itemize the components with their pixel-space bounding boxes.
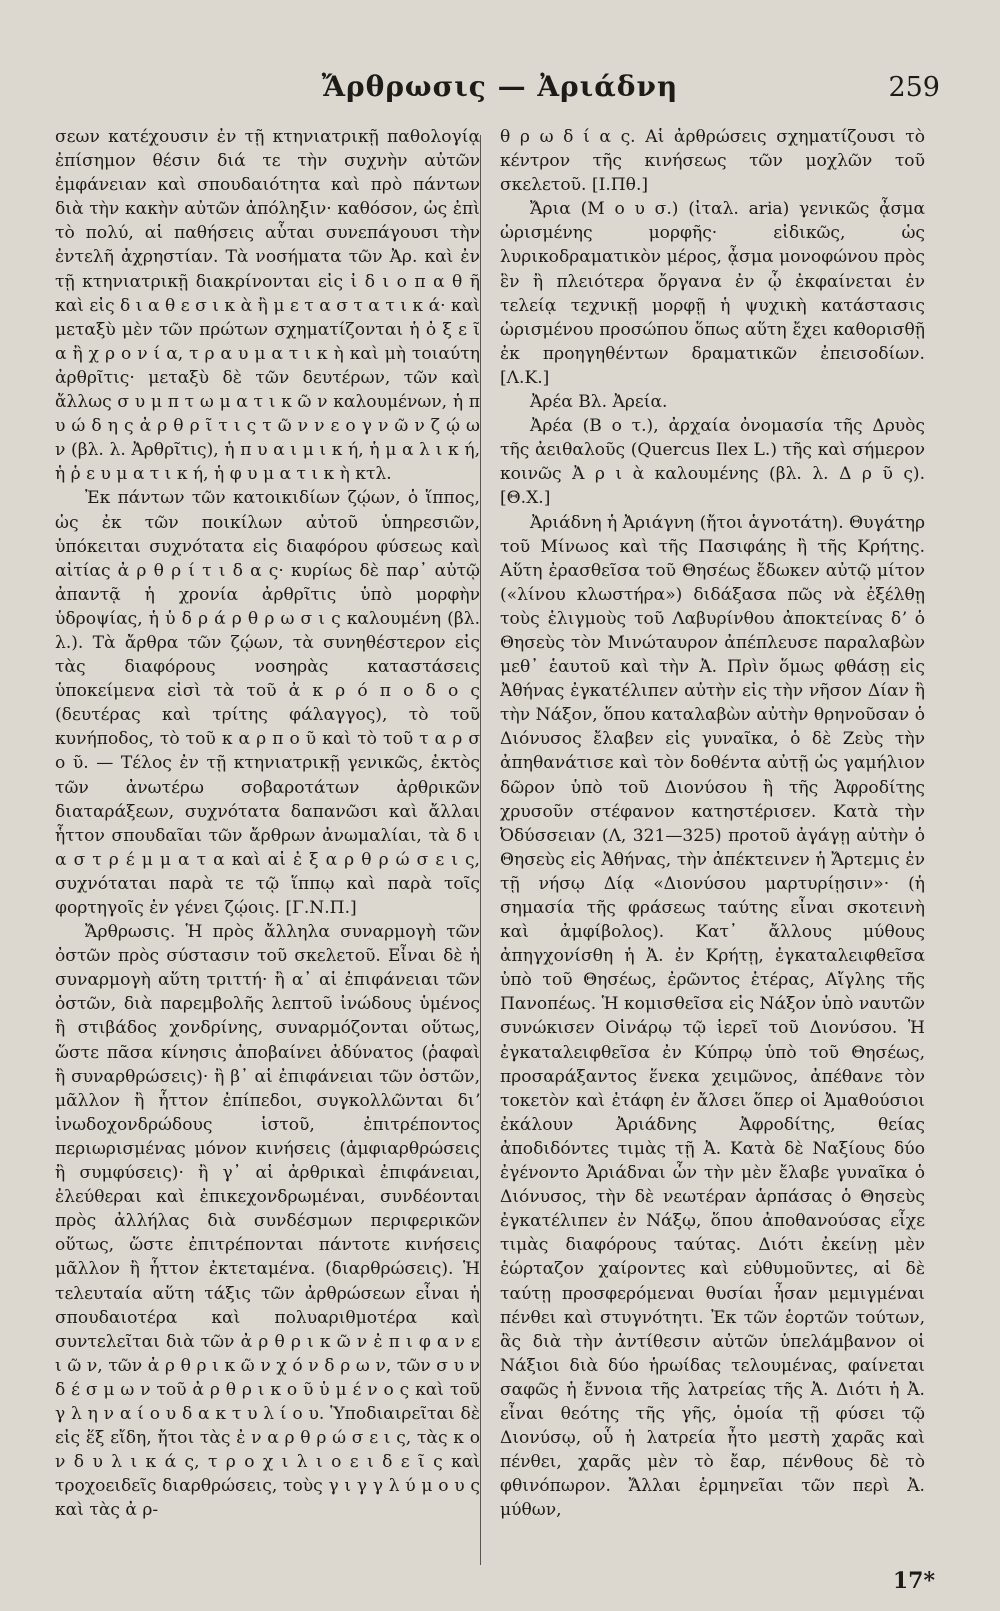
page-number: 259: [888, 72, 940, 103]
entry-area-ref: Ἀρέα Βλ. Ἀρεία.: [530, 392, 668, 413]
header-title: Ἄρθρωσις — Ἀριάδνη: [321, 70, 679, 103]
left-paragraph: σεων κατέχουσιν ἐν τῇ κτηνιατρικῇ παθολογίᾳ ἐπίσημον θέσιν διά τε τὴν συχνὴν αὐτῶν ἐμφάνειαν καὶ σπουδαιότητα καὶ πρὸ πάντων διὰ τὴν κακὴν αὐτῶν ἀπόληξιν· καθόσον, ὡς ἐπὶ τὸ πολύ, αἱ παθήσεις αὗται συνεπάγουσι τὴν ἐντελῆ ἀχρηστίαν. Τὰ νοσήματα τῶν Ἀρ. καὶ ἐν τῇ κτηνιατρικῇ διακρίνονται εἰς ἰ δ ι ο π α θ ῆ καὶ εἰς δ ι α θ ε σ ι κ ὰ ἢ μ ε τ α σ τ α τ ι κ ά· καὶ μεταξὺ μὲν τῶν πρώτων σχηματίζονται ἡ ὀ ξ ε ῖ α ἢ χ ρ ο ν ί α, τ ρ α υ μ α τ ι κ ὴ καὶ μὴ τοιαύτη ἀρθρῖτις· μεταξὺ δὲ τῶν δευτέρων, τῶν καὶ ἄλλως σ υ μ π τ ω μ α τ ι κ ῶ ν καλουμένων, ἡ π υ ώ δ η ς ἀ ρ θ ρ ῖ τ ι ς τ ῶ ν ν ε ο γ ν ῶ ν ζ ῴ ω ν (βλ. λ. Ἀρθρῖτις), ἡ π υ α ι μ ι κ ή, ἡ μ α λ ι κ ή, ἡ ῥ ε υ μ α τ ι κ ή, ἡ φ υ μ α τ ι κ ὴ κτλ.: [55, 127, 480, 485]
column-divider: [480, 135, 481, 1565]
right-column: [500, 125, 925, 1522]
entry-ariadne: Ἀριάδνη ἡ Ἀριάγνη (ἤτοι ἁγνοτάτη). Θυγάτηρ τοῦ Μίνωος καὶ τῆς Πασιφάης ἢ τῆς Κρήτης. Αὕτη ἐρασθεῖσα τοῦ Θησέως ἔδωκεν αὐτῷ μίτον («λίνου κλωστήρα») διδάξασα πῶς νὰ ἐξέλθῃ τοὺς ἑλιγμοὺς τοῦ Λαβυρίνθου ἀποκτείνας δʼ ὁ Θησεὺς τὸν Μινώταυρον ἀπέπλευσε παραλαβὼν μεθ᾽ ἑαυτοῦ καὶ τὴν Ἀ. Πρὶν ὅμως φθάσῃ εἰς Ἀθήνας ἐγκατέλιπεν αὐτὴν εἰς τὴν νῆσον Δίαν ἢ τὴν Νάξον, ὅπου καταλαβὼν αὐτὴν θρηνοῦσαν ὁ Διόνυσος ἔλαβεν εἰς γυναῖκα, ὁ δὲ Ζεὺς τὴν ἀπηθανάτισε καὶ τὸν δοθέντα αὐτῇ ὡς γαμήλιον δῶρον ὑπὸ τοῦ Διονύσου ἢ τῆς Ἀφροδίτης χρυσοῦν στέφανον κατηστέρισεν. Κατὰ τὴν Ὀδύσσειαν (Λ, 321—325) προτοῦ ἀγάγῃ αὐτὴν ὁ Θησεὺς εἰς Ἀθήνας, τὴν ἀπέκτεινεν ἡ Ἄρτεμις ἐν τῇ νήσῳ Δίᾳ «Διονύσου μαρτυρίῃσιν»· (ἡ σημασία τῆς φράσεως ταύτης εἶναι σκοτεινὴ καὶ ἀμφίβολος). Κατ᾽ ἄλλους μύθους ἀπηγχονίσθη ἡ Ἀ. ἐν Κρήτῃ, ἐγκαταλειφθεῖσα ὑπὸ τοῦ Θησέως, ἐρῶντος ἑτέρας, Αἴγλης τῆς Πανοπέως. Ἡ κομισθεῖσα εἰς Νάξον ὑπὸ ναυτῶν συνώκισεν Οἰνάρῳ τῷ ἱερεῖ τοῦ Διονύσου. Ἡ ἐγκαταλειφθεῖσα ἐν Κύπρῳ ὑπὸ τοῦ Θησέως, προσαράξαντος ἕνεκα χειμῶνος, ἀπέθανε τὸν τοκετὸν καὶ ἐτάφη ἐν ἄλσει ὅπερ οἱ Ἀμαθούσιοι ἐκάλουν Ἀριάδνης Ἀφροδίτης, θείας ἀποδιδόντες τιμὰς τῇ Ἀ. Κατὰ δὲ Ναξίους δύο ἐγένοντο Ἀριάδναι ὧν τὴν μὲν ἔλαβε γυναῖκα ὁ Διόνυσος, τὴν δὲ νεωτέραν ἁρπάσας ὁ Θησεὺς ἐγκατέλιπεν ἐν Νάξῳ, ὅπου ἀποθανούσας εἶχε τιμὰς διαφόρους ταύτας. Διότι ἐκείνῃ μὲν ἑώρταζον χαίροντες καὶ εὐθυμοῦντες, αἱ δὲ ταύτῃ προσφερόμεναι θυσίαι ἦσαν μεμιγμέναι πένθει καὶ στυγνότητι. Ἐκ τῶν ἑορτῶν τούτων, ἃς διὰ τὴν ἀντίθεσιν αὐτῶν ὑπελάμβανον οἱ Νάξιοι διὰ δύο ἡρωίδας τελουμένας, φαίνεται σαφῶς ἡ ἔννοια τῆς λατρείας τῆς Ἀ. Διότι ἡ Ἀ. εἶναι θεότης τῆς γῆς, ὁμοία τῇ φύσει τῷ Διονύσῳ, οὗ ἡ λατρεία ἦτο μεστὴ χαρᾶς καὶ πένθει, χαρᾶς μὲν τὸ ἔαρ, πένθους δὲ τὸ φθινόπωρον. Ἄλλαι ἑρμηνεῖαι τῶν περὶ Ἀ. μύθων,: [500, 512, 926, 1521]
left-column: [55, 125, 480, 1522]
left-paragraph: Ἐκ πάντων τῶν κατοικιδίων ζῴων, ὁ ἵππος, ὡς ἐκ τῶν ποικίλων αὐτοῦ ὑπηρεσιῶν, ὑπόκειται συχνότατα εἰς διαφόρου φύσεως καὶ αἰτίας ἀ ρ θ ρ ί τ ι δ α ς· κυρίως δὲ παρ᾽ αὐτῷ ἀπαντᾷ ἡ χρονία ἀρθρῖτις ὑπὸ μορφὴν ὑδροψίας, ἡ ὑ δ ρ ά ρ θ ρ ω σ ι ς καλουμένη (βλ. λ.). Τὰ ἄρθρα τῶν ζῴων, τὰ συνηθέστερον εἰς τὰς διαφόρους νοσηρὰς καταστάσεις ὑποκείμενα εἰσὶ τὰ τοῦ ἀ κ ρ ό π ο δ ο ς (δευτέρας καὶ τρίτης φάλαγγος), τὸ τοῦ κυνήποδος, τὸ τοῦ κ α ρ π ο ῦ καὶ τὸ τοῦ τ α ρ σ ο ῦ. — Τέλος ἐν τῇ κτηνιατρικῇ γενικῶς, ἐκτὸς τῶν ἀνωτέρω σοβαροτάτων ἀρθρικῶν διαταράξεων, συχνότατα δαπανῶσι καὶ ἄλλαι ἧττον σπουδαῖαι τῶν ἄρθρων ἀνωμαλίαι, τὰ δ ι α σ τ ρ έ μ μ α τ α καὶ αἱ ἐ ξ α ρ θ ρ ώ σ ε ι ς, συχνόταται παρὰ τε τῷ ἵππῳ καὶ παρὰ τοῖς φορτηγοῖς ἐν γένει ζῴοις. [Γ.Ν.Π.]: [55, 488, 480, 918]
entry-arthrosis: Ἄρθρωσις. Ἡ πρὸς ἄλληλα συναρμογὴ τῶν ὀστῶν πρὸς σύστασιν τοῦ σκελετοῦ. Εἶναι δὲ ἡ συναρμογὴ αὕτη τριττή· ἢ α᾽ αἱ ἐπιφάνειαι τῶν ὀστῶν, διὰ παρεμβολῆς λεπτοῦ ἰνώδους ὑμένος ἢ στιβάδος χονδρίνης, συναρμόζονται οὕτως, ὥστε πᾶσα κίνησις ἀποβαίνει ἀδύνατος (ῥαφαὶ ἢ συναρθρώσεις)· ἢ β᾽ αἱ ἐπιφάνειαι τῶν ὀστῶν, μᾶλλον ἢ ἧττον ἐπίπεδοι, συγκολλῶνται διʼ ἰνωδοχονδρώδους ἱστοῦ, ἐπιτρέποντος περιωρισμένας μόνον κινήσεις (ἀμφιαρθρώσεις ἢ συμφύσεις)· ἢ γ᾽ αἱ ἀρθρικαὶ ἐπιφάνειαι, ἐλεύθεραι καὶ ἐπικεχονδρωμέναι, συνδέονται πρὸς ἀλλήλας διὰ συνδέσμων περιφερικῶν οὕτως, ὥστε ἐπιτρέπονται πάντοτε κινήσεις μᾶλλον ἢ ἧττον ἐκτεταμένα. (διαρθρώσεις). Ἡ τελευταία αὕτη τάξις τῶν ἀρθρώσεων εἶναι ἡ σπουδαιοτέρα καὶ πολυαριθμοτέρα καὶ συντελεῖται διὰ τῶν ἀ ρ θ ρ ι κ ῶ ν ἐ π ι φ α ν ε ι ῶ ν, τῶν ἀ ρ θ ρ ι κ ῶ ν χ ό ν δ ρ ω ν, τῶν σ υ ν δ έ σ μ ω ν τοῦ ἀ ρ θ ρ ι κ ο ῦ ὑ μ έ ν ο ς καὶ τοῦ γ λ η ν α ί ο υ δ α κ τ υ λ ί ο υ. Ὑποδιαιρεῖται δὲ εἰς ἕξ εἴδη, ἤτοι τὰς ἐ ν α ρ θ ρ ώ σ ε ι ς, τὰς κ ο ν δ υ λ ι κ ά ς, τ ρ ο χ ι λ ι ο ε ι δ ε ῖ ς καὶ τροχοειδεῖς διαρθρώσεις, τοὺς γ ι γ γ λ ύ μ ο υ ς καὶ τὰς ἀ ρ-: [55, 922, 480, 1521]
signature-mark: 17*: [892, 1568, 935, 1594]
right-paragraph: θ ρ ω δ ί α ς. Αἱ ἀρθρώσεις σχηματίζουσι τὸ κέντρον τῆς κινήσεως τῶν μοχλῶν τοῦ σκελετοῦ. [Ι.Πθ.]: [500, 127, 925, 196]
entry-area-bot: Ἀρέα (Β ο τ.), ἀρχαία ὀνομασία τῆς Δρυὸς τῆς ἀειθαλοῦς (Quercus Ilex L.) τῆς καὶ σήμερον κοινῶς Ἀ ρ ι ὰ καλουμένης (βλ. λ. Δ ρ ῦ ς). [Θ.Χ.]: [500, 416, 925, 509]
running-header: [60, 70, 940, 110]
entry-aria: Ἄρια (Μ ο υ σ.) (ἰταλ. aria) γενικῶς ᾆσμα ὡρισμένης μορφῆς· εἰδικῶς, ὡς λυρικοδραματικὸν μέρος, ᾆσμα μονοφώνου πρὸς ἓν ἢ πλειότερα ὄργανα ἐν ᾧ ἐκφαίνεται ἐν τελείᾳ τεχνικῇ μορφῇ ἡ ψυχικὴ κατάστασις ὡρισμένου προσώπου ὅπως αὕτη ἔχει καθορισθῇ ἐκ προηγηθέντων δραματικῶν ἐπεισοδίων. [Λ.Κ.]: [500, 199, 925, 388]
